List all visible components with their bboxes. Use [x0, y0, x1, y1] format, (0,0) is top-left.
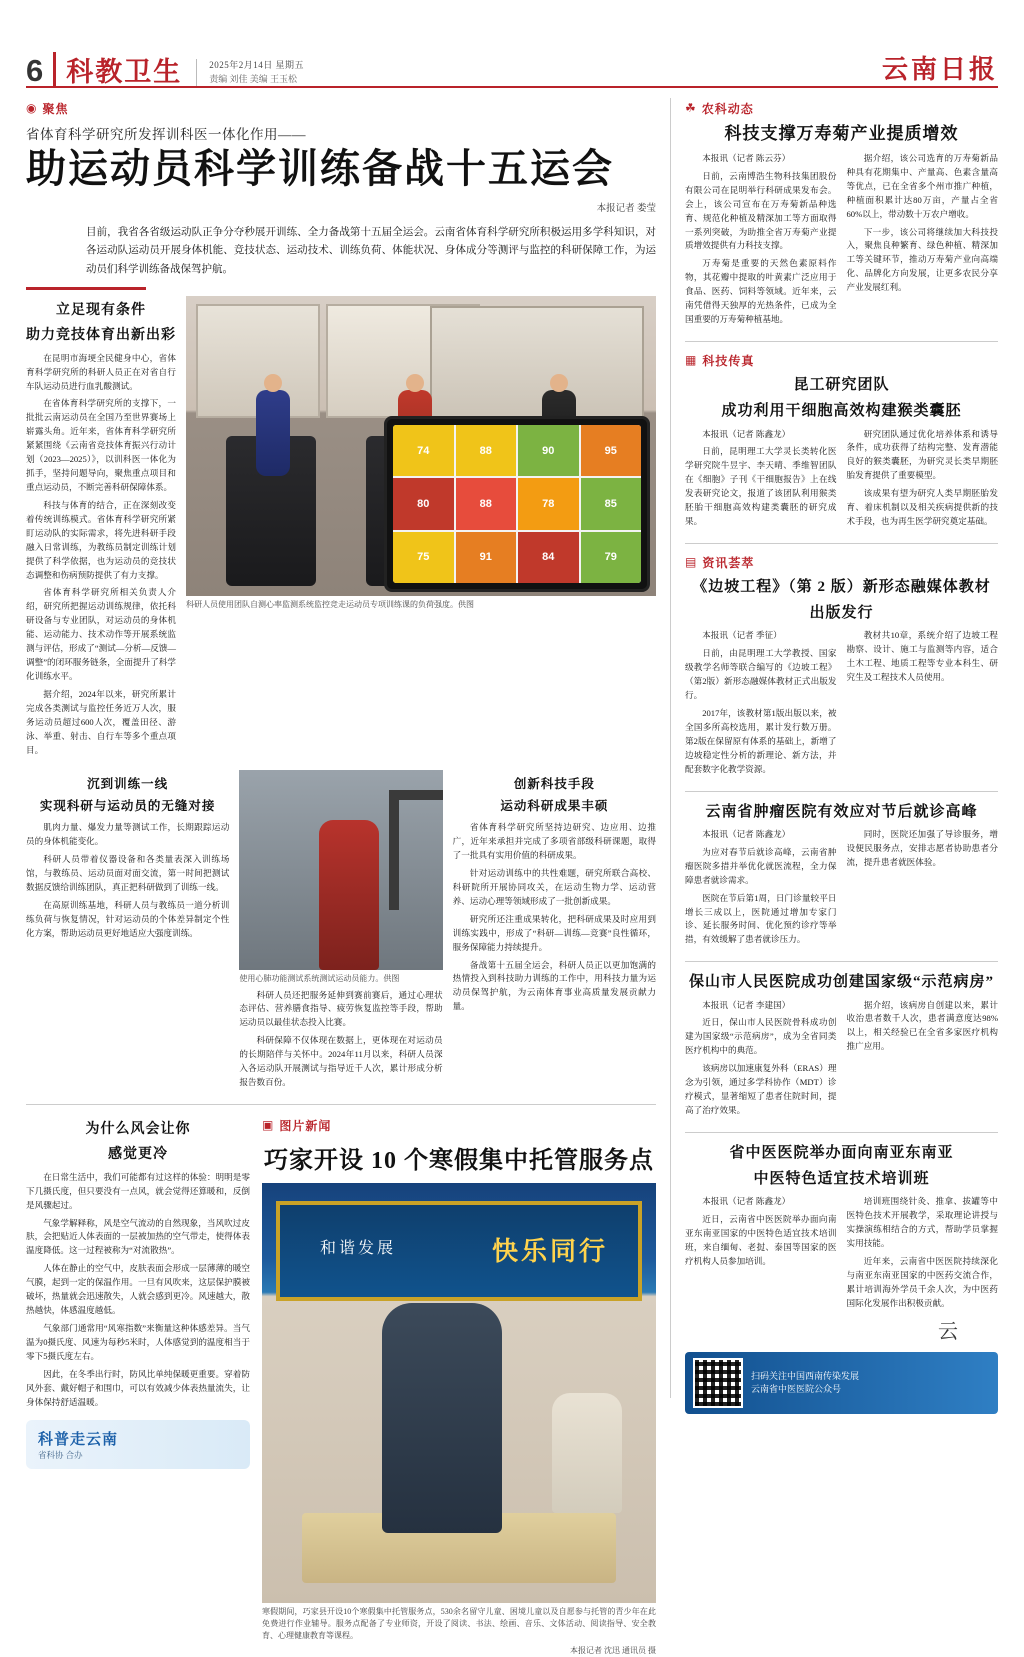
paragraph: 因此，在冬季出行时，防风比单纯保暖更重要。穿着防风外套、戴好帽子和围巾，可以有效减少体表热量流失，让身体保持舒适温暖。: [26, 1368, 250, 1407]
agri-body: [685, 152, 998, 331]
paper-name: 云南日报: [881, 55, 998, 84]
book-title-l2: 出版发行: [809, 605, 874, 622]
focus-col2b: [239, 989, 442, 1090]
picture-news-tag-label: 图片新闻: [279, 1118, 332, 1133]
wind-title-l2: 感觉更冷: [108, 1146, 168, 1162]
agri-tag: [685, 100, 998, 117]
picture-news-tag: [262, 1117, 656, 1134]
paragraph: 2017年，该教材第1版出版以来，被全国多所高校选用，累计发行数万册。第2版在保留原有体系的基础上，新增了边坡稳定性分析的新理论、新方法，并配套数字化教学资源。: [685, 708, 837, 774]
section-divider: [26, 1104, 656, 1105]
page-number: 6: [26, 53, 44, 88]
hr-cell: 88: [456, 478, 517, 529]
paragraph: 省体育科学研究所相关负责人介绍，研究所把握运动训练规律，依托科研设备与专业团队，对运动员的身体机能、运动能力、技术动作等开展系统监测与评估，形成了“测试—分析—反馈—调整”的闭环服务链条，全面提升了科学化训练水平。: [26, 587, 176, 681]
section-title: 科教卫生: [66, 57, 183, 87]
paragraph: 科研保障不仅体现在数据上，更体现在对运动员的长期陪伴与关怀中。2024年11月以来，科研人员深入各运动队开展测试与指导近千人次，累计形成分析报告数百份。: [239, 1035, 443, 1088]
section-divider: [685, 791, 998, 792]
paragraph: 在昆明市海埂全民健身中心，省体育科学研究所的科研人员正在对省自行车队运动员进行血乳酸测试。: [26, 352, 176, 391]
news-digest-tag: [685, 554, 998, 571]
paragraph: 万寿菊是重要的天然色素原料作物，其花瓣中提取的叶黄素广泛应用于食品、医药、饲料等领域。近年来，云南凭借得天独厚的光热条件，已成为全国重要的万寿菊种植基地。: [685, 258, 837, 325]
hr-cell: 78: [518, 478, 579, 529]
tech-tag-label: 科技传真: [702, 354, 755, 368]
mirror-decor: [430, 306, 644, 430]
athlete-head: [550, 374, 568, 392]
photo-childcare: [262, 1183, 656, 1603]
news-digest-tag-label: 资讯荟萃: [702, 555, 755, 570]
hr-cell: 74: [393, 425, 454, 476]
qr-promo-line1: 扫码关注中国西南传染发展: [751, 1371, 860, 1382]
hr-cell: 90: [518, 425, 579, 476]
agri-title: 科技支撑万寿菊产业提质增效: [724, 124, 959, 143]
hr-cell: 84: [518, 532, 579, 583]
kepu-badge-sub: 省科协 合办: [38, 1449, 83, 1460]
byline: 本报讯（记者 季征）: [702, 630, 782, 641]
paragraph: 在省体育科学研究所的支撑下，一批批云南运动员在全国乃至世界赛场上崭露头角。近年来，省体育科学研究所紧紧围绕《云南省竞技体育振兴行动计划（2023—2025）》，以训科医一体化为抓手，坚持问题导向，聚焦重点项目和重点运动员，不断完善科研保障体系。: [26, 398, 176, 492]
eye-icon: ◉: [26, 101, 37, 115]
hr-cell: 95: [581, 425, 642, 476]
section-divider: [685, 961, 998, 962]
focus-sub1-line2: 助力竞技体育出新出彩: [26, 327, 176, 343]
paragraph: 气象部门通常用“风寒指数”来衡量这种体感差异。当气温为0摄氏度、风速为每秒5米时，人体感觉到的温度相当于零下5摄氏度左右。: [26, 1322, 250, 1361]
masthead-divider: [53, 52, 56, 86]
book-body: [685, 629, 998, 780]
tcm-body: [685, 1195, 998, 1314]
athlete-head: [264, 374, 282, 392]
tumor-title: 云南省肿瘤医院有效应对节后就诊高峰: [705, 803, 978, 820]
paragraph: 据介绍，2024年以来，研究所累计完成各类测试与监控任务近万人次，服务运动员超过600人次，覆盖田径、游泳、举重、射击、自行车等多个重点项目。: [26, 688, 176, 755]
wind-title-l1: 为什么风会让你: [85, 1121, 191, 1137]
calligraphy-signature: 云: [938, 1320, 958, 1343]
section-divider: [685, 543, 998, 544]
paragraph: 下一步，该公司将继续加大科技投入，聚焦良种繁育、绿色种植、精深加工等关键环节，推动万寿菊产业向高端化、品牌化方向发展，让更多农民分享产业发展红利。: [846, 226, 998, 293]
focus-sub2-line1: 沉到训练一线: [87, 776, 169, 791]
photo-lab-test: [239, 770, 442, 970]
kepu-badge-title: 科普走云南: [38, 1431, 119, 1448]
paragraph: 近日，保山市人民医院骨科成功创建为国家级“示范病房”，成为全省同类医疗机构中的典范。: [685, 1017, 837, 1056]
paragraph: 在高原训练基地，科研人员与教练员一道分析训练负荷与恢复情况，针对运动员的个体差异制定个性化方案，帮助运动员更好地适应大强度训练。: [26, 899, 230, 938]
paragraph: 科研人员带着仪器设备和各类量表深入训练场馆，与教练员、运动员面对面交流，第一时间把测试数据反馈给训练团队，真正把科研做到了训练一线。: [26, 854, 230, 892]
paragraph: 气象学解释称，风是空气流动的自然现象，当风吹过皮肤，会把贴近人体表面的一层被加热的空气带走，使得体表温度降低。这一过程被称为“对流散热”。: [26, 1217, 250, 1256]
baoshan-body: [685, 999, 998, 1122]
focus-lede: 目前，我省各省级运动队正争分夺秒展开训练、全力备战第十五届全运会。云南省体育科学研究所积极运用多学科知识，对各运动队运动员开展身体机能、竞技状态、运动技术、训练负荷、体能状况、身体成分等测评与监控的科研保障工作，为运动员们科学训练备战保驾护航。: [86, 226, 656, 275]
qr-promo: [685, 1352, 998, 1414]
section-divider: [685, 1132, 998, 1133]
blackboard-text-right: 快乐同行: [491, 1236, 608, 1266]
focus-col1: [26, 352, 176, 758]
focus-sub3-line2: 运动科研成果丰硕: [500, 799, 609, 814]
hr-cell: 91: [456, 532, 517, 583]
focus-sub1-line1: 立足现有条件: [56, 302, 146, 318]
paragraph: 据介绍，该公司选育的万寿菊新品种具有花期集中、产量高、色素含量高等优点，已在全省多个州市推广种植，种植面积累计达80万亩，产量占全省60%以上，带动数十万农户增收。: [846, 152, 998, 219]
left-column: [26, 98, 671, 1655]
right-column: [671, 98, 998, 1398]
section-divider: [685, 341, 998, 342]
kunming-title-l2: 成功利用干细胞高效构建猴类囊胚: [721, 403, 962, 420]
masthead-meta: [196, 59, 304, 86]
teacher: [382, 1303, 502, 1533]
photo-lab-caption: 使用心肺功能测试系统测试运动员能力。供图: [239, 973, 400, 983]
hr-cell: 88: [456, 425, 517, 476]
athlete: [256, 390, 290, 476]
paragraph: 日前，由昆明理工大学教授、国家级教学名师等联合编写的《边坡工程》（第2版）新形态融媒体教材正式出版发行。: [685, 648, 837, 701]
agri-tag-label: 农科动态: [701, 102, 754, 116]
baoshan-title: 保山市人民医院成功创建国家级“示范病房”: [688, 974, 994, 991]
picture-news-caption: 寒假期间，巧家县开设10个寒假集中托管服务点，530余名留守儿童、困境儿童以及自愿参与托管的青少年在此免费进行作业辅导。服务点配备了专业师资，开设了阅读、书法、绘画、音乐、文体活动、阅读指导、安全教育、心理健康教育等课程。: [262, 1606, 656, 1640]
picture-icon: ▣: [262, 1117, 274, 1132]
book-title-l1: 《边坡工程》（第 2 版）新形态融媒体教材: [692, 578, 991, 595]
tech-tag: [685, 352, 998, 369]
focus-shoulder: 省体育科学研究所发挥训科医一体化作用——: [26, 127, 306, 142]
paragraph: 该成果有望为研究人类早期胚胎发育、着床机制以及相关疾病提供新的技术手段，也为再生医学研究奠定基础。: [846, 488, 998, 527]
focus-sub3-line1: 创新科技手段: [513, 776, 595, 791]
publication-date: 2025年2月14日 星期五: [209, 60, 305, 70]
focus-byline: 本报记者 娄莹: [596, 203, 656, 214]
athlete-in-test: [319, 820, 379, 970]
focus-tag-label: 聚焦: [42, 102, 69, 116]
paragraph: 近年来，云南省中医医院持续深化与南亚东南亚国家的中医药交流合作，累计培训海外学员千余人次，为中医药国际化发展作出积极贡献。: [846, 1256, 998, 1308]
test-rig: [389, 790, 399, 910]
kunming-body: [685, 428, 998, 533]
picture-news-byline: 本报记者 沈迅 通讯员 摄: [570, 1645, 656, 1655]
qr-promo-line2: 云南省中医医院公众号: [751, 1383, 842, 1394]
byline: 本报讯（记者 陈鑫龙）: [702, 1196, 791, 1207]
masthead: [26, 0, 998, 88]
paragraph: 同时，医院还加强了导诊服务，增设便民服务点，安排志愿者协助患者分流，提升患者就医体验。: [846, 828, 998, 867]
paragraph: 肌肉力量、爆发力量等测试工作，长期跟踪运动员的身体机能变化。: [26, 822, 230, 847]
tablet-screen: [393, 425, 641, 583]
decorative-rule: [26, 287, 146, 290]
blackboard: [276, 1201, 642, 1301]
focus-col2: [26, 821, 229, 940]
paragraph: 研究所还注重成果转化，把科研成果及时应用到训练实践中，形成了“科研—训练—竞赛”良性循环，服务保障能力持续提升。: [452, 913, 656, 952]
paragraph: 省体育科学研究所坚持边研究、边应用、边推广，近年来承担并完成了多项省部级科研课题，取得了一批具有实用价值的科研成果。: [452, 822, 656, 861]
byline: 本报讯（记者 陈鑫龙）: [702, 828, 791, 839]
focus-tag: [26, 100, 656, 117]
tumor-body: [685, 828, 998, 951]
hr-cell: 79: [581, 532, 642, 583]
paragraph: 医院在节后第1周，日门诊量较平日增长三成以上，医院通过增加专家门诊、延长服务时间、优化预约诊疗等举措，有效缓解了患者就诊压力。: [685, 892, 837, 945]
paragraph: 研究团队通过优化培养体系和诱导条件，成功获得了结构完整、发育潜能良好的猴类囊胚，为研究灵长类早期胚胎发育提供了重要模型。: [846, 428, 998, 481]
hr-cell: 85: [581, 478, 642, 529]
document-icon: ▦: [685, 353, 697, 367]
photo-gym-training: [186, 296, 656, 596]
paragraph: 该病房以加速康复外科（ERAS）理念为引领，通过多学科协作（MDT）诊疗模式，显著缩短了患者住院时间，提高了治疗效果。: [685, 1063, 837, 1115]
paragraph: 针对运动训练中的共性难题，研究所联合高校、科研院所开展协同攻关，在运动生物力学、运动营养、运动心理等领域形成了一批创新成果。: [452, 868, 656, 906]
kepu-badge: [26, 1420, 250, 1469]
byline: 本报讯（记者 陈鑫龙）: [702, 428, 791, 439]
hr-cell: 80: [393, 478, 454, 529]
paragraph: 据介绍，该病房自创建以来，累计收治患者数千人次，患者满意度达98%以上，相关经验已在全省多家医疗机构推广应用。: [846, 999, 998, 1052]
focus-col3: [453, 821, 656, 1014]
paragraph: 培训班围绕针灸、推拿、拔罐等中医特色技术开展教学，采取理论讲授与实操演练相结合的方式，帮助学员掌握实用技能。: [846, 1196, 998, 1249]
editor-credit: 责编 刘佳 美编 王玉松: [209, 73, 298, 84]
paragraph: 科技与体育的结合，正在深刻改变着传统训练模式。省体育科学研究所紧盯运动队的实际需求，将先进科研手段融入日常训练，为教练员制定训练计划提供了科学依据，也为运动员的竞技状态调整和伤病预防提供了有力支撑。: [26, 499, 176, 580]
wind-body: [26, 1171, 250, 1410]
hr-cell: 75: [393, 532, 454, 583]
blackboard-text-left: 和谐发展: [320, 1239, 397, 1257]
byline: 本报讯（记者 李建国）: [702, 999, 791, 1010]
paragraph: 为应对春节后就诊高峰，云南省肿瘤医院多措并举优化就医流程，全力保障患者就诊需求。: [685, 846, 837, 885]
paragraph: 人体在静止的空气中，皮肤表面会形成一层薄薄的暖空气膜，起到一定的保温作用。一旦有风吹来，这层保护膜被破坏，热量就会迅速散失，人就会感到更冷。风速越大，散热越快，体感温度越低。: [26, 1263, 250, 1316]
paragraph: 日前，云南博浩生物科技集团股份有限公司在昆明举行科研成果发布会。会上，该公司宣布在万寿菊新品种选育、规范化种植及精深加工等方面取得一系列突破，为助推全省万寿菊产业提质增效提供有力科技支撑。: [685, 170, 837, 251]
focus-headline: 助运动员科学训练备战十五运会: [26, 146, 614, 191]
qr-code[interactable]: [693, 1358, 743, 1408]
paper-logo: [882, 49, 998, 86]
tablet-monitor: [384, 416, 650, 592]
paragraph: 日前，昆明理工大学灵长类转化医学研究院牛昱宇、李天晴、季维智团队在《细胞》子刊《干细胞报告》上在线发表研究论文，报道了该团队利用猴类胚胎干细胞高效构建类囊胚的研究成果。: [685, 446, 837, 527]
tcm-title-l1: 省中医医院举办面向南亚东南亚: [729, 1144, 954, 1161]
info-icon: ▤: [685, 554, 697, 569]
focus-sub2-line2: 实现科研与运动员的无缝对接: [39, 799, 216, 814]
paragraph: 科研人员还把服务延伸到赛前赛后，通过心理状态评估、营养膳食指导、疲劳恢复监控等手段，帮助运动员以最佳状态投入比赛。: [239, 989, 443, 1028]
paragraph: 在日常生活中，我们可能都有过这样的体验：明明是零下几摄氏度，但只要没有一点风，就会觉得还算暖和，反倒是风骤起过。: [26, 1171, 250, 1210]
byline: 本报讯（记者 陈云芬）: [702, 152, 791, 163]
kunming-title-l1: 昆工研究团队: [793, 377, 890, 393]
test-rig-arm: [389, 790, 442, 800]
paragraph: 近日，云南省中医医院举办面向南亚东南亚国家的中医特色适宜技术培训班，来自缅甸、老挝、泰国等国家的医疗机构人员参加培训。: [685, 1214, 837, 1267]
leaf-icon: ☘: [685, 101, 696, 115]
paragraph: 教材共10章，系统介绍了边坡工程勘察、设计、施工与监测等内容，适合土木工程、地质工程等专业本科生、研究生及工程技术人员使用。: [846, 630, 998, 683]
paragraph: 备战第十五届全运会，科研人员正以更加饱满的热情投入到科技助力训练的工作中，用科技力量为运动员保驾护航，为云南体育事业高质量发展贡献力量。: [452, 959, 656, 1012]
photo-gym-caption: 科研人员使用团队自测心率监测系统监控竞走运动员专项训练课的负荷强度。供图: [186, 599, 474, 609]
athlete-head: [406, 374, 424, 392]
picture-news-title: 巧家开设 10 个寒假集中托管服务点: [264, 1147, 654, 1174]
tcm-title-l2: 中医特色适宜技术培训班: [753, 1171, 930, 1188]
